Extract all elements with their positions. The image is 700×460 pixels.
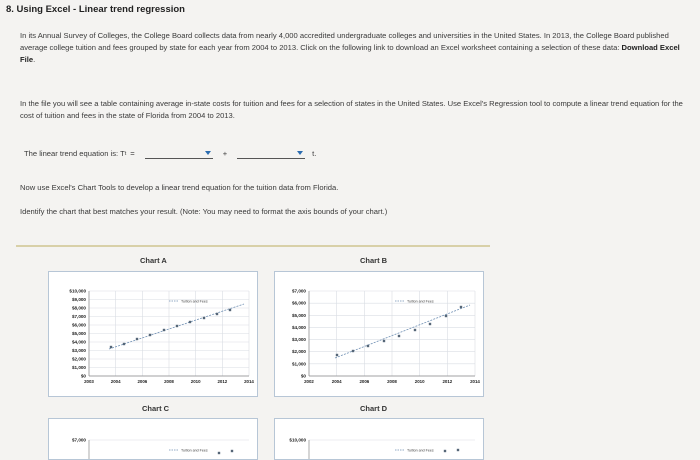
chart-a-title: Chart A [140, 256, 167, 265]
slope-dropdown[interactable] [237, 148, 305, 159]
y-tick-label: $5,000 [291, 312, 306, 318]
chart-a-option[interactable] [48, 271, 258, 397]
data-point [398, 335, 400, 337]
equation-line [24, 148, 316, 159]
x-tick-label: 2012 [217, 379, 228, 384]
legend-label: Tuition and Fees [181, 448, 208, 453]
data-point [216, 313, 218, 315]
data-point [123, 343, 125, 345]
data-point [163, 329, 165, 331]
data-point [414, 329, 416, 331]
x-tick-label: 2010 [414, 379, 425, 384]
y-tick-label: $4,000 [71, 339, 86, 345]
data-point [383, 340, 385, 342]
y-tick-label: $1,000 [71, 365, 86, 370]
data-point [203, 317, 205, 319]
x-tick-label: 2014 [470, 379, 480, 384]
data-point [231, 450, 233, 452]
section-title: 8. Using Excel - Linear trend regression [6, 4, 185, 15]
intro-paragraph [20, 30, 690, 66]
intercept-dropdown[interactable] [145, 148, 213, 159]
data-point [457, 449, 459, 451]
intro-text: In its Annual Survey of Colleges, the College Board collects data from nearly 4,000 accredited undergraduate colleges and universities in the United States. In 2013, the College Board published average college tuition and fees grouped by state for each year from 2004 to 2013. Click on the following link to download an Excel worksheet containing a selection of these data: [20, 31, 669, 52]
y-tick-label: $8,000 [71, 305, 86, 311]
data-point [110, 346, 112, 348]
x-tick-label: 2006 [137, 379, 148, 384]
y-tick-label: $7,000 [71, 314, 86, 319]
data-point [367, 345, 369, 347]
y-tick-label: $3,000 [71, 348, 86, 353]
intro-end: . [33, 55, 36, 64]
y-tick-label: $2,000 [291, 349, 306, 355]
y-tick-label: $2,000 [71, 356, 86, 362]
chart-a-plot [49, 272, 257, 396]
y-tick-label: $10,000 [69, 288, 86, 294]
y-tick-label: $10,000 [289, 437, 306, 443]
instructions-paragraph: In the file you will see a table containing average in-state costs for tuition and fees for a selection of states in the United States. Use Excel's Regression tool to compute a linear trend equation for the cost of tuition and fees in the state of Florida from 2004 to 2013. [20, 99, 683, 120]
equation-prefix: The linear trend equation is: T [24, 149, 125, 158]
data-point [429, 323, 431, 325]
identify-paragraph: Identify the chart that best matches your result. (Note: You may need to format the axis bounds of your chart.) [20, 207, 388, 216]
data-point [336, 354, 338, 356]
data-point [444, 450, 446, 452]
data-point [229, 309, 231, 311]
y-tick-label: $4,000 [291, 324, 306, 330]
equation-subscript: t [124, 150, 127, 157]
x-tick-label: 2012 [442, 379, 453, 384]
y-tick-label: $7,000 [71, 437, 86, 443]
download-excel-link[interactable]: Download Excel File [20, 43, 680, 64]
chart-c-plot [49, 419, 257, 459]
y-tick-label: $5,000 [71, 331, 86, 336]
chart-tools-paragraph: Now use Excel's Chart Tools to develop a linear trend equation for the tuition data from Florida. [20, 183, 339, 192]
y-tick-label: $7,000 [291, 288, 306, 294]
x-tick-label: 2008 [164, 379, 174, 384]
chart-b-title: Chart B [360, 256, 388, 265]
y-tick-label: $0 [80, 373, 86, 379]
x-tick-label: 2014 [244, 379, 254, 384]
data-point [352, 350, 354, 352]
equation-suffix: t. [312, 149, 317, 158]
legend-label: Tuition and Fees [407, 448, 434, 453]
x-tick-label: 2010 [190, 379, 201, 384]
chart-b-option[interactable] [274, 271, 484, 397]
data-point [149, 334, 151, 336]
y-tick-label: $9,000 [71, 297, 86, 302]
data-point [176, 325, 178, 327]
section-divider [16, 245, 490, 247]
x-tick-label: 2008 [387, 379, 397, 384]
chart-d-title: Chart D [360, 404, 388, 413]
legend-label: Tuition and Fees [407, 299, 434, 304]
y-tick-label: $6,000 [71, 322, 86, 328]
x-tick-label: 2006 [359, 379, 370, 384]
chevron-down-icon [205, 151, 211, 155]
data-point [136, 338, 138, 340]
x-tick-label: 2002 [304, 379, 314, 384]
y-tick-label: $0 [300, 373, 306, 379]
y-tick-label: $3,000 [291, 337, 306, 343]
chevron-down-icon [297, 151, 303, 155]
chart-d-plot [275, 419, 483, 459]
trend-line [335, 305, 470, 358]
chart-b-plot [275, 272, 483, 396]
equation-equals: = [130, 149, 135, 158]
data-point [460, 306, 462, 308]
data-point [445, 315, 447, 317]
y-tick-label: $6,000 [291, 300, 306, 306]
data-point [189, 321, 191, 323]
chart-c-title: Chart C [142, 404, 170, 413]
x-tick-label: 2004 [110, 379, 121, 384]
equation-plus: + [222, 149, 228, 158]
x-tick-label: 2004 [331, 379, 342, 384]
y-tick-label: $1,000 [291, 361, 306, 367]
x-tick-label: 2003 [84, 379, 94, 384]
legend-label: Tuition and Fees [181, 299, 208, 304]
